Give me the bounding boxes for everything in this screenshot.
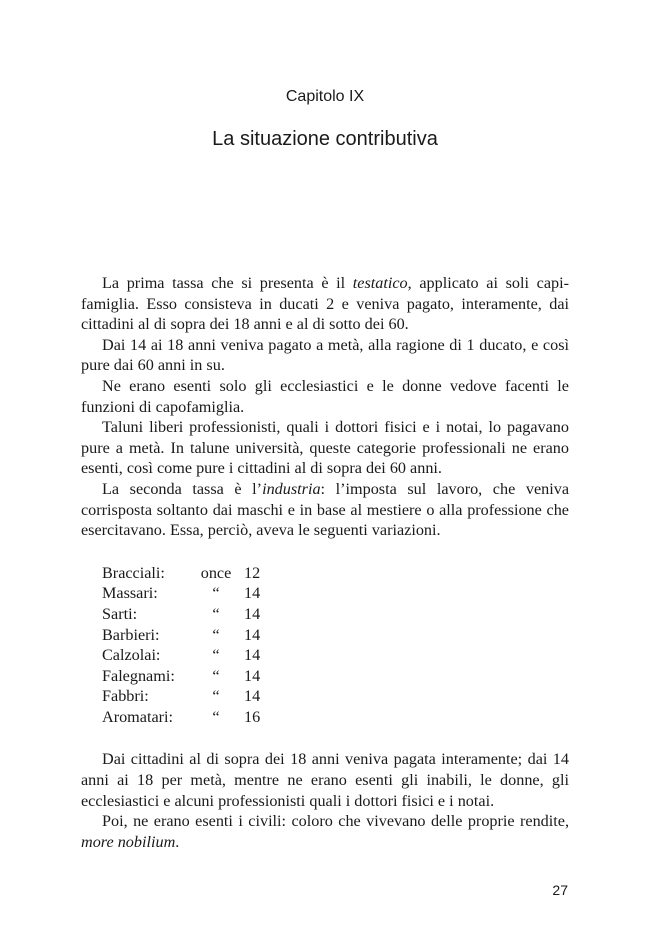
category-cell: Bracciali:	[102, 563, 165, 582]
amount-cell: 16	[244, 707, 261, 726]
category-cell: Fabbri:	[102, 687, 149, 706]
category-cell: Massari:	[102, 584, 158, 603]
unit-cell: “	[212, 584, 220, 603]
amount-cell: 14	[244, 584, 261, 603]
paragraph: Dai cittadini al di sopra dei 18 anni veniva pagata interamente; dai 14 anni ai 18 per metà, mentre ne erano esenti gli inabili, le donne, gli ecclesiastici e alcuni professionisti quali i dottori fisici e i notai.	[81, 750, 569, 810]
paragraph: Ne erano esenti solo gli ecclesiastici e le donne vedove facenti le funzioni di capofamiglia.	[81, 376, 569, 416]
unit-cell: “	[212, 646, 220, 665]
chapter-label: Capitolo IX	[285, 88, 365, 105]
paragraph	[81, 479, 569, 541]
wage-table-row	[102, 625, 274, 646]
wage-table	[102, 563, 274, 728]
paragraph	[81, 811, 569, 852]
unit-cell: “	[212, 625, 220, 644]
page-number: 27	[552, 882, 568, 898]
amount-cell: 14	[244, 646, 261, 665]
wage-table-row	[102, 686, 274, 707]
paragraph: Dai 14 ai 18 anni veniva pagato a metà, alla ragione di 1 ducato, e così pure dai 60 anni in su.	[81, 335, 569, 375]
unit-cell: “	[212, 604, 220, 623]
text-run: .	[175, 832, 180, 851]
amount-cell: 14	[244, 687, 261, 706]
category-cell: Calzolai:	[102, 646, 161, 665]
category-cell: Barbieri:	[102, 625, 160, 644]
text-run: La seconda tassa è l’	[102, 479, 263, 498]
text-run: : l’imposta sul lavoro, che veniva corrisposta soltanto dai maschi e in base al mestiere o alla professione che esercitavano. Essa, perciò, aveva le seguenti variazioni.	[81, 479, 570, 540]
wage-table-row	[102, 666, 274, 687]
wage-table-row	[102, 604, 274, 625]
chapter-title: La situazione contributiva	[212, 128, 438, 150]
category-cell: Falegnami:	[102, 666, 175, 685]
italic-term: industria	[262, 479, 321, 498]
unit-cell: once	[200, 563, 232, 582]
unit-cell: “	[212, 687, 220, 706]
paragraph	[81, 273, 569, 335]
unit-cell: “	[212, 707, 220, 726]
amount-cell: 14	[244, 625, 261, 644]
amount-cell: 12	[244, 563, 261, 582]
wage-table-row	[102, 563, 274, 584]
text-run: , applicato ai soli capi-famiglia. Esso consisteva in ducati 2 e veniva pagato, interamente, dai cittadini al di sopra dei 18 anni e al di sotto dei 60.	[81, 274, 569, 334]
wage-table-row	[102, 645, 274, 666]
category-cell: Sarti:	[102, 604, 138, 623]
amount-cell: 14	[244, 666, 261, 685]
italic-term: testatico	[352, 274, 408, 292]
body-text	[81, 273, 569, 852]
italic-term: more nobilium	[81, 832, 176, 851]
paragraph: Taluni liberi professionisti, quali i dottori fisici e i notai, lo pagavano pure a metà. In talune università, queste categorie professionali ne erano esenti, così come pure i cittadini al di sopra dei 60 anni.	[81, 418, 569, 478]
text-run: La prima tassa che si presenta è il	[102, 274, 353, 292]
text-run: Poi, ne erano esenti i civili: coloro che vivevano delle proprie rendite,	[102, 812, 569, 831]
category-cell: Aromatari:	[102, 707, 174, 726]
unit-cell: “	[212, 666, 220, 685]
amount-cell: 14	[244, 604, 261, 623]
wage-table-row	[102, 583, 274, 604]
wage-table-row	[102, 707, 274, 728]
